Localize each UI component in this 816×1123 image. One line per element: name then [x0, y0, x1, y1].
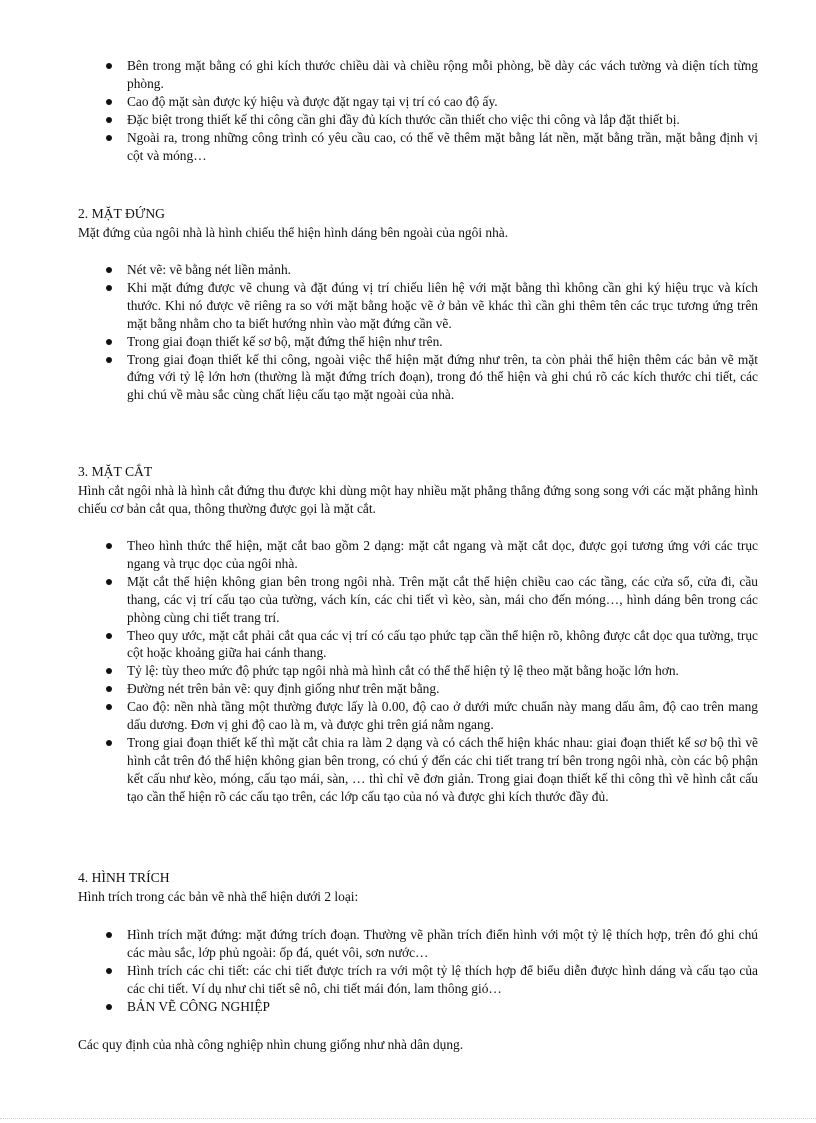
bullet-icon — [106, 543, 112, 549]
bullet-icon — [106, 633, 112, 639]
list-item: BẢN VẼ CÔNG NGHIỆP — [106, 998, 758, 1016]
list-item: Đặc biệt trong thiết kế thi công cần ghi đầy đủ kích thước cần thiết cho việc thi công và lắp đặt thiết bị. — [106, 111, 758, 129]
bullet-icon — [106, 357, 112, 363]
list-item: Khi mặt đứng được vẽ chung và đặt đúng vị trí chiếu liên hệ với mặt bằng thì không cần ghi ký hiệu trục và kích thước. Khi nó được vẽ riêng ra so với mặt bằng hoặc vẽ ở bản vẽ khác thì cần ghi thêm tên các trục tương ứng trên mặt bằng nhằm cho ta biết hướng nhìn vào mặt đứng cần vẽ. — [106, 279, 758, 333]
list-item: Hình trích mặt đứng: mặt đứng trích đoạn. Thường vẽ phần trích điển hình với một tỷ lệ thích hợp, trên đó ghi chú các màu sắc, lớp phủ ngoài: ốp đá, quét vôi, sơn nước… — [106, 926, 758, 962]
bullet-icon — [106, 579, 112, 585]
list-item: Theo quy ước, mặt cắt phải cắt qua các vị trí có cấu tạo phức tạp cần thể hiện rõ, không được cắt dọc qua tường, trục cột hoặc khoảng giữa hai cánh thang. — [106, 627, 758, 663]
section-cut-list — [106, 537, 758, 806]
bullet-icon — [106, 968, 112, 974]
section-intro: Hình trích trong các bản vẽ nhà thể hiện dưới 2 loại: — [78, 889, 359, 904]
bullet-icon — [106, 63, 112, 69]
bullet-icon — [106, 740, 112, 746]
list-item: Trong giai đoạn thiết kế thì mặt cắt chia ra làm 2 dạng và có cách thể hiện khác nhau: giai đoạn thiết kế sơ bộ thì vẽ hình cắt trên đó thể hiện không gian bên trong, có chú ý đến các chi tiết trang trí bên trong ngôi nhà, còn các bộ phận kết cấu như kèo, móng, cấu tạo mái, sàn, … thì chỉ vẽ đơn giản. Trong giai đoạn thiết kế thi công thì vẽ hình cắt cấu tạo cần thể hiện rõ các cấu tạo trên, các lớp cấu tạo của nó và được ghi kích thước đầy đủ. — [106, 734, 758, 806]
bullet-icon — [106, 932, 112, 938]
list-item: Tỷ lệ: tùy theo mức độ phức tạp ngôi nhà mà hình cắt có thể thể hiện tỷ lệ theo mặt bằng hoặc lớn hơn. — [106, 662, 758, 680]
excerpt-list — [106, 926, 758, 1016]
list-item: Đường nét trên bản vẽ: quy định giống như trên mặt bằng. — [106, 680, 758, 698]
bullet-icon — [106, 135, 112, 141]
bullet-icon — [106, 117, 112, 123]
list-item: Theo hình thức thể hiện, mặt cắt bao gồm 2 dạng: mặt cắt ngang và mặt cắt dọc, được gọi tương ứng với các trục ngang và trục dọc của ngôi nhà. — [106, 537, 758, 573]
list-item: Nét vẽ: vẽ bằng nét liền mảnh. — [106, 261, 758, 279]
bullet-icon — [106, 99, 112, 105]
list-item: Cao độ mặt sàn được ký hiệu và được đặt ngay tại vị trí có cao độ ấy. — [106, 93, 758, 111]
section-heading: 3. MẶT CẮT — [78, 464, 153, 479]
bullet-icon — [106, 704, 112, 710]
list-item: Mặt cắt thể hiện không gian bên trong ngôi nhà. Trên mặt cắt thể hiện chiều cao các tầng, các cửa sổ, cửa đi, cầu thang, các vị trí cấu tạo của tường, vách kín, các chi tiết vì kèo, sàn, mái cho đến móng…, hình dáng bên trong các phòng cùng chi tiết trang trí. — [106, 573, 758, 627]
list-item: Trong giai đoạn thiết kế sơ bộ, mặt đứng thể hiện như trên. — [106, 333, 758, 351]
page-bottom-divider — [0, 1118, 816, 1119]
bullet-icon — [106, 285, 112, 291]
list-item: Trong giai đoạn thiết kế thi công, ngoài việc thể hiện mặt đứng như trên, ta còn phải thể hiện thêm các bản vẽ mặt đứng với tỷ lệ lớn hơn (thường là mặt đứng trích đoạn), trong đó thể hiện và ghi chú rõ các kích thước chi tiết, các ghi chú về màu sắc cùng chất liệu cấu tạo mặt ngoài của nhà. — [106, 351, 758, 405]
list-item: Bên trong mặt bằng có ghi kích thước chiều dài và chiều rộng mỗi phòng, bề dày các vách tường và diện tích từng phòng. — [106, 57, 758, 93]
closing-paragraph: Các quy định của nhà công nghiệp nhìn chung giống như nhà dân dụng. — [78, 1037, 464, 1052]
elevation-list — [106, 261, 758, 404]
section-intro: Mặt đứng của ngôi nhà là hình chiếu thể hiện hình dáng bên ngoài của ngôi nhà. — [78, 225, 509, 240]
section-heading: 4. HÌNH TRÍCH — [78, 870, 170, 885]
plan-notes-list — [106, 57, 758, 164]
bullet-icon — [106, 668, 112, 674]
list-item: Hình trích các chi tiết: các chi tiết được trích ra với một tỷ lệ thích hợp để biểu diễn được hình dáng và cấu tạo của các chi tiết. Ví dụ như chi tiết sê nô, chi tiết mái đón, lam thông gió… — [106, 962, 758, 998]
list-item: Ngoài ra, trong những công trình có yêu cầu cao, có thể vẽ thêm mặt bằng lát nền, mặt bằng trần, mặt bằng định vị cột và móng… — [106, 129, 758, 165]
bullet-icon — [106, 267, 112, 273]
section-heading: 2. MẶT ĐỨNG — [78, 206, 165, 221]
bullet-icon — [106, 686, 112, 692]
list-item: Cao độ: nền nhà tầng một thường được lấy là 0.00, độ cao ở dưới mức chuẩn này mang dấu âm, độ cao trên mang dấu dương. Đơn vị ghi độ cao là m, và được ghi trên giá nằm ngang. — [106, 698, 758, 734]
bullet-icon — [106, 1004, 112, 1010]
bullet-icon — [106, 339, 112, 345]
section-intro: Hình cắt ngôi nhà là hình cắt đứng thu được khi dùng một hay nhiều mặt phẳng thẳng đứng song song với các mặt phẳng hình chiếu cơ bản cắt qua, thông thường được gọi là mặt cắt. — [78, 483, 758, 516]
